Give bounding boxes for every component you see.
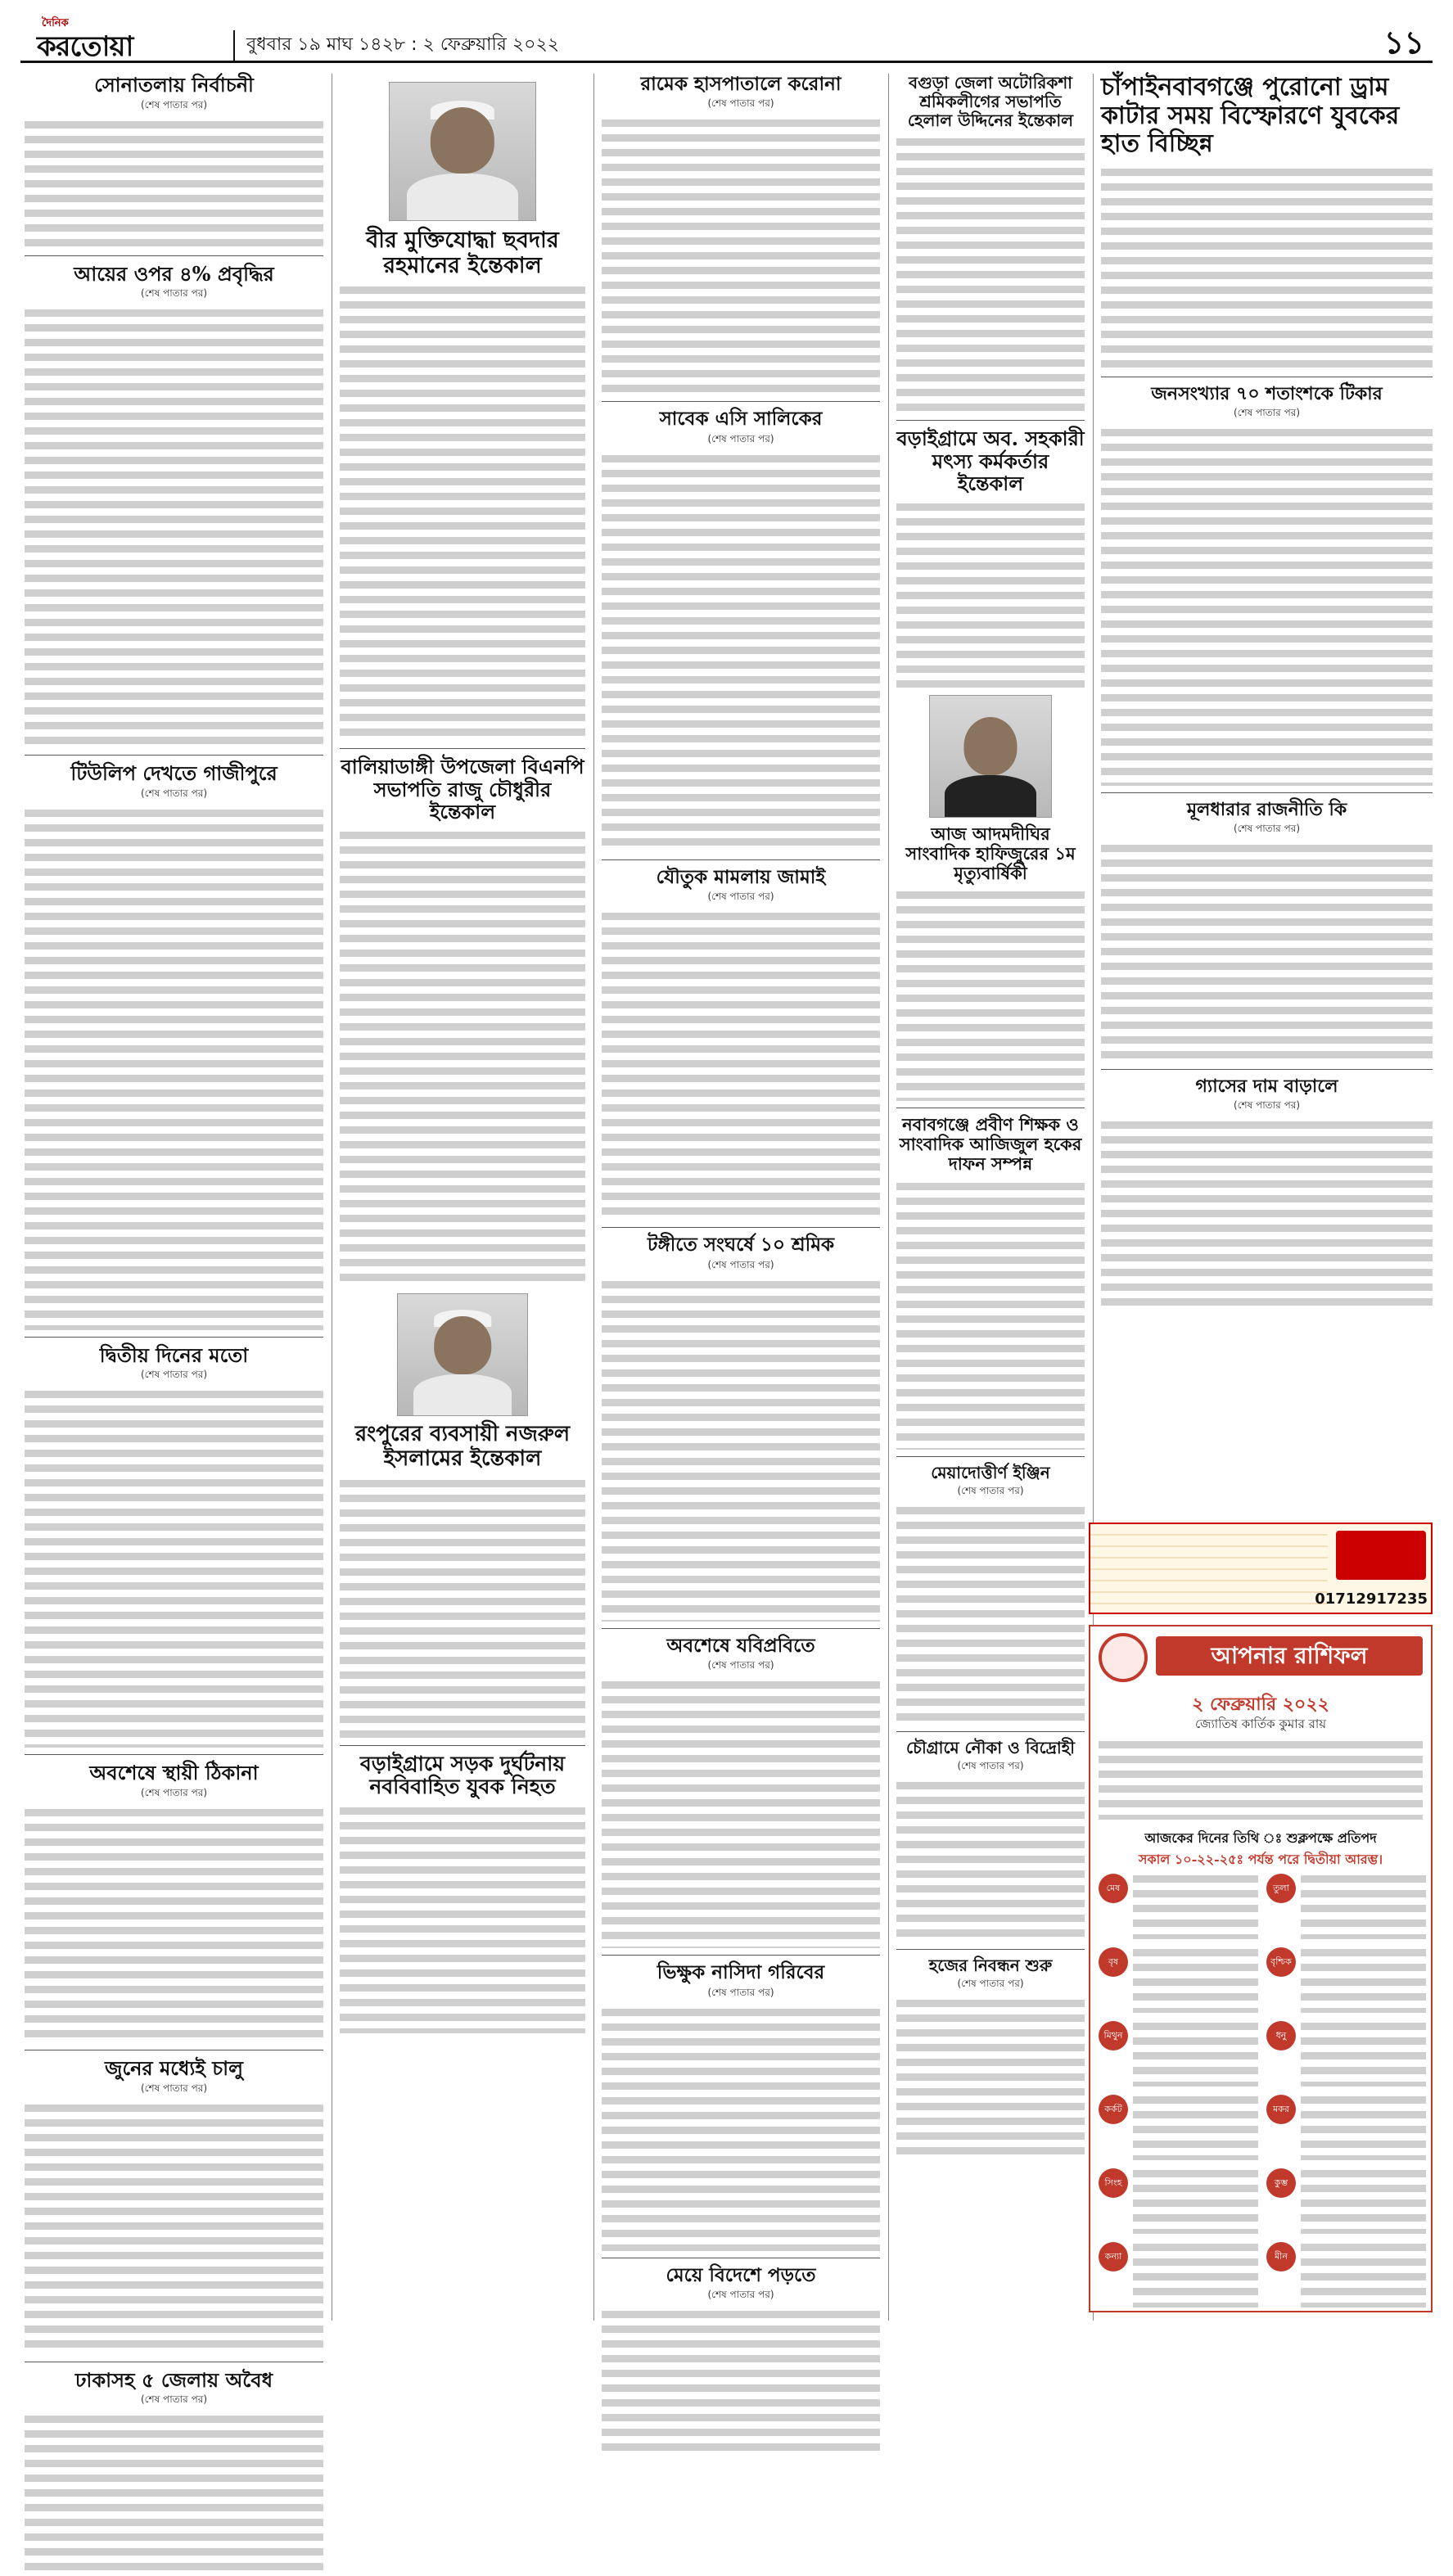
headline: মূলধারার রাজনীতি কি <box>1186 798 1347 820</box>
continuation-note: (শেষ পাতার পর) <box>1233 823 1301 835</box>
continuation-note: (শেষ পাতার পর) <box>140 2393 208 2406</box>
continuation-note: (শেষ পাতার পর) <box>140 287 208 300</box>
headline: জনসংখ্যার ৭০ শতাংশকে টিকার <box>1151 382 1383 404</box>
obituary-headline: বড়াইগ্রামে অব. সহকারী মৎস্য কর্মকর্তার ইন্তেকাল <box>896 426 1085 496</box>
continuation-note: (শেষ পাতার পর) <box>707 2289 774 2301</box>
horoscope-col-right <box>1266 1872 1426 2314</box>
headline: যৌতুক মামলায় জামাই <box>656 865 826 888</box>
continuation-note: (শেষ পাতার পর) <box>140 787 208 799</box>
sign-icon: বৃশ্চিক <box>1266 1947 1296 1977</box>
continuation-note: (শেষ পাতার পর) <box>957 1977 1024 1989</box>
sign-icon: সিংহ <box>1099 2168 1128 2198</box>
sign-icon: কন্যা <box>1099 2242 1128 2271</box>
article-body <box>896 135 1085 413</box>
headline: বড়াইগ্রামে সড়ক দুর্ঘটনায় নববিবাহিত যুবক নিহত <box>359 1751 566 1799</box>
sign-icon: তুলা <box>1266 1874 1296 1903</box>
horoscope-title: আপনার রাশিফল <box>1156 1636 1423 1676</box>
ad-phone-number: 01712917235 <box>1315 1590 1428 1608</box>
continuation-note: (শেষ পাতার পর) <box>707 1986 774 1998</box>
horoscope-sign-item <box>1266 2240 1426 2311</box>
sign-icon: মেষ <box>1099 1874 1128 1903</box>
continuation-note: (শেষ পাতার পর) <box>707 1258 774 1270</box>
tithi-time: সকাল ১০-২২-২৫ঃ পর্যন্ত পরে দ্বিতীয়া আরম্ভ। <box>1138 1852 1383 1867</box>
sign-icon: মিথুন <box>1099 2021 1128 2050</box>
article-body <box>25 1387 323 1748</box>
column-divider <box>593 74 594 2321</box>
horoscope-date: ২ ফেব্রুয়ারি ২০২২ <box>1192 1694 1329 1715</box>
article-body <box>1101 841 1433 1062</box>
headline: আয়ের ওপর ৪% প্রবৃদ্ধির <box>74 261 274 286</box>
column-divider <box>888 74 889 2321</box>
horoscope-sign-item <box>1266 2167 1426 2237</box>
sign-icon: মীন <box>1266 2242 1296 2271</box>
article-body <box>602 452 880 853</box>
continuation-note: (শেষ পাতার পর) <box>140 2082 208 2094</box>
article-body <box>602 1678 880 1948</box>
obituary-headline: রংপুরের ব্যবসায়ী নজরুল ইসলামের ইন্তেকাল <box>354 1421 571 1471</box>
ad-logo <box>1336 1531 1426 1580</box>
continuation-note: (শেষ পাতার পর) <box>140 1369 208 1381</box>
continuation-note: (শেষ পাতার পর) <box>707 891 774 903</box>
sign-icon: কুম্ভ <box>1266 2168 1296 2198</box>
continuation-note: (শেষ পাতার পর) <box>1233 1099 1301 1112</box>
article-body <box>896 1180 1085 1450</box>
horoscope-sign-item <box>1266 2093 1426 2163</box>
article-body <box>602 2308 880 2455</box>
logo-small-text: দৈনিক <box>42 17 69 29</box>
headline: আজ আদমদীঘির সাংবাদিক হাফিজুরের ১ম মৃত্যুবার্ষিকী <box>905 823 1076 884</box>
horoscope-sign-item <box>1099 1946 1258 2016</box>
headline: নবাবগঞ্জে প্রবীণ শিক্ষক ও সাংবাদিক আজিজুল হকের দাফন সম্পন্ন <box>899 1114 1082 1175</box>
zodiac-wheel-icon <box>1099 1633 1148 1682</box>
column-3 <box>602 74 880 2455</box>
article-body <box>340 1477 585 1739</box>
article-body <box>896 1996 1085 2160</box>
article-body <box>1101 426 1433 786</box>
horoscope-panel <box>1089 1625 1433 2312</box>
portrait-photo <box>397 1293 528 1416</box>
article-body <box>896 1504 1085 1725</box>
headline: চৌগ্রামে নৌকা ও বিদ্রোহী <box>906 1737 1075 1757</box>
astrologer-name: জ্যোতিষ কার্তিক কুমার রায় <box>1194 1717 1327 1731</box>
article-body <box>25 2101 323 2355</box>
obituary-headline: বালিয়াডাঙ্গী উপজেলা বিএনপি সভাপতি রাজু চৌধুরীর ইন্তেকাল <box>341 755 584 824</box>
sign-icon: ধনু <box>1266 2021 1296 2050</box>
column-5 <box>1101 74 1433 1306</box>
column-4 <box>896 74 1085 2160</box>
headline: দ্বিতীয় দিনের মতো <box>99 1342 249 1367</box>
page-number: ১১ <box>1383 25 1424 61</box>
ad-text-block <box>1090 1524 1328 1613</box>
continuation-note: (শেষ পাতার পর) <box>707 1659 774 1671</box>
article-body <box>1101 165 1433 370</box>
sign-icon: মকর <box>1266 2095 1296 2124</box>
article-body <box>602 909 880 1220</box>
continuation-note: (শেষ পাতার পর) <box>1233 406 1301 418</box>
headline: মেয়াদোত্তীর্ণ ইঞ্জিন <box>931 1462 1050 1482</box>
article-body <box>25 1806 323 2043</box>
article-body <box>1101 1118 1433 1306</box>
horoscope-sign-item <box>1266 1946 1426 2016</box>
obituary-headline: বগুড়া জেলা অটোরিকশা শ্রমিকলীগের সভাপতি হেলাল উদ্দিনের ইন্তেকাল <box>907 73 1074 130</box>
headline: মেয়ে বিদেশে পড়তে <box>666 2263 816 2286</box>
continuation-note: (শেষ পাতার পর) <box>707 432 774 444</box>
issue-date: বুধবার ১৯ মাঘ ১৪২৮ : ২ ফেব্রুয়ারি ২০২২ <box>233 30 559 61</box>
article-body <box>25 806 323 1330</box>
horoscope-intro <box>1099 1738 1423 1820</box>
headline: টঙ্গীতে সংঘর্ষে ১০ শ্রমিক <box>647 1234 835 1256</box>
column-1 <box>25 74 323 2576</box>
article-body <box>25 306 323 748</box>
horoscope-sign-item <box>1266 2019 1426 2090</box>
horoscope-sign-item <box>1099 1872 1258 1942</box>
horoscope-sign-item <box>1099 2019 1258 2090</box>
headline: গ্যাসের দাম বাড়ালে <box>1195 1076 1338 1098</box>
logo-main-text: করতোয়া <box>37 30 133 63</box>
headline: সোনাতলায় নির্বাচনী <box>94 73 254 97</box>
column-2 <box>340 74 585 2033</box>
masthead <box>20 12 1433 63</box>
sign-icon: কর্কট <box>1099 2095 1128 2124</box>
horoscope-sign-item <box>1266 1872 1426 1942</box>
sign-icon: বৃষ <box>1099 1947 1128 1977</box>
lead-headline: চাঁপাইনবাবগঞ্জে পুরোনো ড্রাম কাটার সময় বিস্ফোরণে যুবকের হাত বিচ্ছিন্ন <box>1101 73 1400 158</box>
horoscope-sign-item <box>1099 2093 1258 2163</box>
continuation-note: (শেষ পাতার পর) <box>140 1786 208 1798</box>
horoscope-sign-item <box>1099 2240 1258 2311</box>
headline: হজের নিবন্ধন শুরু <box>928 1955 1053 1975</box>
headline: সাবেক এসি সালিকের <box>659 408 823 431</box>
continuation-note: (শেষ পাতার পর) <box>140 98 208 111</box>
article-body <box>340 1804 585 2033</box>
tithi-heading: আজকের দিনের তিথি ঃ শুক্লপক্ষে প্রতিপদ <box>1144 1830 1377 1846</box>
article-body <box>896 1779 1085 1942</box>
article-body <box>340 283 585 742</box>
continuation-note: (শেষ পাতার পর) <box>957 1759 1024 1771</box>
newspaper-logo <box>37 16 209 63</box>
headline: ভিক্ষুক নাসিদা গরিবের <box>657 1961 825 1984</box>
article-body <box>25 2412 323 2576</box>
article-body <box>25 118 323 249</box>
portrait-photo <box>389 82 536 221</box>
continuation-note: (শেষ পাতার পর) <box>957 1484 1024 1496</box>
article-body <box>602 116 880 395</box>
headline: রামেক হাসপাতালে করোনা <box>640 73 842 95</box>
headline: অবশেষে স্থায়ী ঠিকানা <box>89 1761 259 1785</box>
article-body <box>896 500 1085 688</box>
horoscope-col-left <box>1099 1872 1258 2314</box>
article-body <box>602 2005 880 2251</box>
article-body <box>602 1278 880 1622</box>
obituary-headline: বীর মুক্তিযোদ্ধা ছবদার রহমানের ইন্তেকাল <box>366 228 559 279</box>
portrait-photo <box>929 695 1052 818</box>
advertisement <box>1089 1523 1433 1614</box>
article-body <box>340 828 585 1287</box>
continuation-note: (শেষ পাতার পর) <box>707 97 774 110</box>
headline: জুনের মধ্যেই চালু <box>104 2055 243 2080</box>
article-body <box>896 888 1085 1101</box>
horoscope-sign-item <box>1099 2167 1258 2237</box>
headline: ঢাকাসহ ৫ জেলায় অবৈধ <box>74 2367 273 2392</box>
headline: টিউলিপ দেখতে গাজীপুরে <box>70 761 278 786</box>
headline: অবশেষে যবিপ্রবিতে <box>666 1634 815 1657</box>
